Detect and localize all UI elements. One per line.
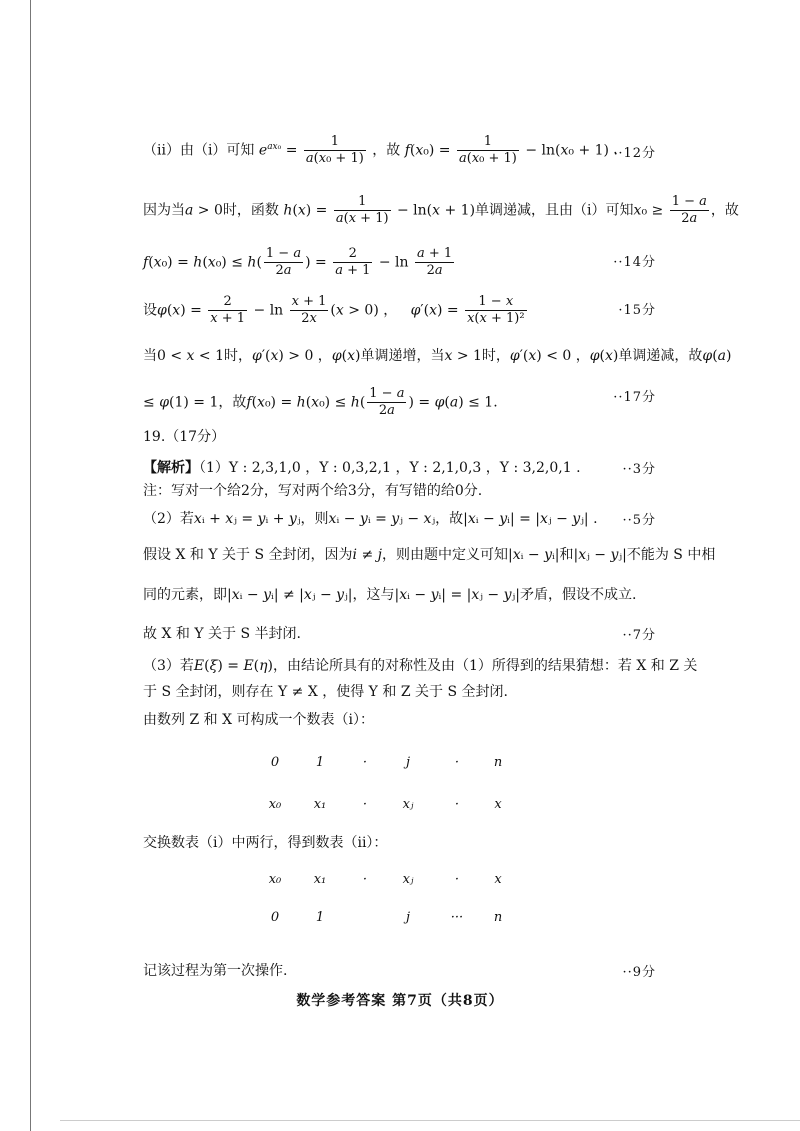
q19-assume: 假设 X 和 Y 关于 S 全封闭，因为i ≠ j，则由题中定义可知|xᵢ − yᵢ|和|xⱼ − yⱼ|不能为 S 中相 — [143, 547, 716, 563]
score-5: ··5分 — [622, 513, 656, 528]
page-left-edge — [30, 0, 31, 1131]
score-14: ··14分 — [613, 255, 656, 270]
page-bottom-edge — [60, 1120, 800, 1121]
q19-part2: （2）若xᵢ + xⱼ = yᵢ + yⱼ，则xᵢ − yᵢ = yⱼ − xⱼ，故|xᵢ − yᵢ| = |xⱼ − yⱼ| . — [143, 511, 598, 527]
page-footer: 数学参考答案 第7页（共8页） — [296, 993, 504, 1009]
q19-table-i-intro: 由数列 Z 和 X 可构成一个数表（i）： — [143, 712, 374, 728]
q19-note: 注：写对一个给2分，写对两个给3分，有写错的给0分. — [143, 483, 483, 499]
line-conclusion: ≤ φ(1) = 1，故f(x₀) = h(x₀) ≤ h( $\frac{1 - a}{2a}$ ) = φ(a) ≤ 1. — [143, 386, 498, 418]
q19-first-op: 记该过程为第一次操作. — [143, 963, 288, 979]
score-15: ·15分 — [618, 303, 656, 318]
score-7: ··7分 — [622, 628, 656, 643]
line-f-x0: f(x₀) = h(x₀) ≤ h( $\frac{1 - a}{2a}$ ) = $\frac{2}{a + 1}$ − ln $\frac{a + 1}{2a}$ — [143, 246, 453, 278]
q19-swap-intro: 交换数表（i）中两行，得到数表（ii）： — [143, 835, 388, 851]
line-monotonic: 当0 < x < 1时，φ′(x) > 0 ，φ(x)单调递增，当x > 1时，φ′(x) < 0 ，φ(x)单调递减，故φ(a) — [143, 348, 732, 364]
q19-part1: 【解析】（1）Y : 2,3,1,0 ，Y : 0,3,2,1 ，Y : 2,1,0,3 ，Y : 3,2,0,1 . — [143, 460, 581, 476]
score-12: ··12分 — [613, 146, 656, 161]
q19-part3-cont: 于 S 全封闭，则存在 Y ≠ X ，使得 Y 和 Z 关于 S 全封闭. — [143, 684, 508, 700]
line-phi: 设φ(x) = $\frac{2}{x + 1}$ − ln $\frac{x + 1}{2x}$ (x > 0) ， φ′(x) = $\frac{1 - x}{\text{x(x + 1)²}}$ — [143, 294, 525, 326]
score-3: ··3分 — [622, 462, 656, 477]
q19-half-closed: 故 X 和 Y 关于 S 半封闭. — [143, 626, 301, 642]
score-17: ··17分 — [613, 390, 656, 405]
line-since: 因为当a > 0时，函数 h(x) = $\frac{1}{a(x + 1)}$ − ln(x + 1)单调递减，且由（i）可知x₀ ≥ $\frac{1 - a}{2a}$ ，故 — [143, 194, 739, 226]
line-ii-lead: （ii）由（i）可知 $e^{ax_0}$ = $\frac{1}{\text{a(x₀ + 1)}}$ ，故 f(x₀) = $\frac{1}{\text{a(x₀ + 1)}}$ − ln(x₀ + 1) . — [143, 134, 618, 166]
q19-heading: 19.（17分） — [143, 429, 226, 445]
q19-part3: （3）若E(ξ) = E(η)，由结论所具有的对称性及由（1）所得到的结果猜想：若 X 和 Z 关 — [143, 658, 698, 674]
q19-same-elements: 同的元素，即|xᵢ − yᵢ| ≠ |xⱼ − yⱼ|，这与|xᵢ − yᵢ| = |xⱼ − yⱼ|矛盾，假设不成立. — [143, 587, 637, 603]
score-9: ··9分 — [622, 965, 656, 980]
